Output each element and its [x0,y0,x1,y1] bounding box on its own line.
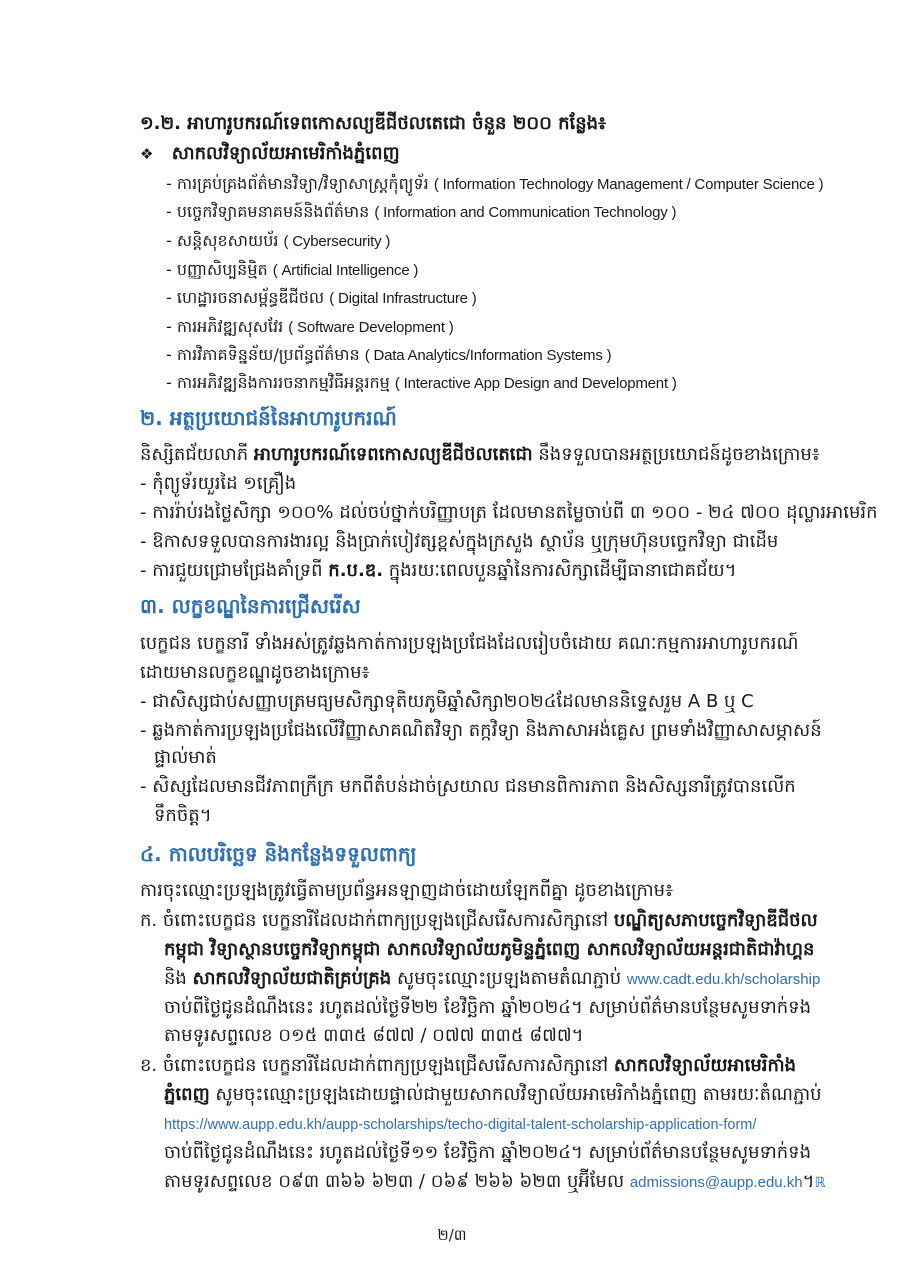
end-mark-icon: ℝ [814,1175,826,1191]
registration-item-b-link-line [164,1112,756,1137]
item-text: សូមចុះឈ្មោះប្រឡងតាមតំណភ្ជាប់ [391,968,627,989]
benefit-item: - ឱកាសទទួលបានការងារល្អ និងប្រាក់បៀវត្សខ្ពស់ក្នុងក្រសួង ស្ថាប័ន ឬក្រុមហ៊ុនបច្ចេកវិទ្យា ជាដើម [140,531,779,552]
university-name: សាកលវិទ្យាល័យអាមេរិកាំងភ្នំពេញ [171,143,400,164]
organization-abbrev: ក.ប.ឌ. [328,560,384,581]
registration-item-b [140,1054,796,1078]
criteria-item: - សិស្សដែលមានជីវភាពក្រីក្រ មកពីតំបន់ដាច់ស្រយាល ជនមានពិការភាព និងសិស្សនារីត្រូវបានលើក [140,776,796,797]
program-item [166,286,477,311]
criteria-item-cont: ទឹកចិត្ត។ [154,805,212,826]
benefit-item [140,559,737,583]
item-text: និង [164,968,193,989]
end-mark: ។ [802,1171,815,1192]
program-name-km: - ការវិភាគទិន្នន័យ/ប្រព័ន្ធព័ត៌មាន [166,345,360,364]
registration-item-a [140,909,818,933]
program-item [166,258,418,283]
program-name-en: ( Artificial Intelligence ) [272,262,419,279]
institution-name: បណ្ឌិត្យសភាបច្ចេកវិទ្យាឌីជីថល [613,910,818,931]
program-name-en: ( Information and Communication Technology ) [374,204,677,221]
contact-line [164,1170,826,1195]
program-name-en: ( Information Technology Management / Computer Science ) [433,176,824,193]
criteria-intro: បេក្ខជន បេក្ខនារី ទាំងអស់ត្រូវឆ្លងកាត់ការប្រឡងប្រជែងដែលរៀបចំដោយ គណៈកម្មការអាហារូបករណ៍ [140,633,799,654]
program-name-en: ( Interactive App Design and Development ) [394,375,677,392]
program-item [166,371,677,396]
benefits-intro [140,443,820,467]
program-name-km: - បច្ចេកវិទ្យាគមនាគមន៍និងព័ត៌មាន [166,202,370,221]
item-text: ខ. ចំពោះបេក្ខជន បេក្ខនារីដែលដាក់ពាក្យប្រឡងជ្រើសរើសការសិក្សានៅ [140,1055,614,1076]
section-4-heading: ៤. កាលបរិច្ឆេទ និងកន្លែងទទួលពាក្យ [140,842,417,866]
scholarship-name: អាហារូបករណ៍ទេពកោសល្យឌីជីថលតេជោ [253,444,533,465]
criteria-item: - ជាសិស្សជាប់សញ្ញាបត្រមធ្យមសិក្សាទុតិយភូមិឆ្នាំសិក្សា២០២៤ដែលមាននិទ្ទេសរួម A B ឬ C [140,691,754,712]
registration-item-b-line2 [164,1083,822,1107]
program-item [166,343,611,368]
program-name-km: - ការគ្រប់គ្រងព័ត៌មានវិទ្យា/វិទ្យាសាស្ត្រកុំព្យូទ័រ [166,174,429,193]
program-name-km: - បញ្ញាសិប្បនិម្មិត [166,260,268,279]
diamond-bullet-icon: ❖ [140,145,154,163]
item-text: ក. ចំពោះបេក្ខជន បេក្ខនារីដែលដាក់ពាក្យប្រឡងជ្រើសរើសការសិក្សានៅ [140,910,614,931]
program-item [166,229,390,254]
program-name-en: ( Digital Infrastructure ) [329,290,477,307]
institution-name: សាកលវិទ្យាល័យអាមេរិកាំង [613,1055,797,1076]
benefit-text: - ការជួយជ្រោមជ្រែងគាំទ្រពី [140,560,329,581]
registration-period: ចាប់ពីថ្ងៃជូនដំណឹងនេះ រហូតដល់ថ្ងៃទី២២ ខែវិច្ឆិកា ឆ្នាំ២០២៤។ សម្រាប់ព័ត៌មានបន្ថែមសូមទាក់ទង [164,997,811,1018]
program-item [166,315,454,340]
program-name-km: - ការអភិវឌ្ឍនិងការរចនាកម្មវិធីអន្តរកម្ម [166,373,390,392]
section-1-2-title: ១.២. អាហារូបករណ៍ទេពកោសល្យឌីជីថលតេជោ ចំនួន ២០០ កន្លែង៖ [140,113,606,134]
institution-list: កម្ពុជា វិទ្យាស្ថានបច្ចេកវិទ្យាកម្ពុជា សាកលវិទ្យាល័យភូមិន្ទភ្នំពេញ សាកលវិទ្យាល័យអន្តរជាតិជាវ៉ាហ្គន [164,939,815,960]
registration-item-a-link-line [164,967,820,992]
program-name-en: ( Data Analytics/Information Systems ) [364,347,612,364]
intro-text: នឹងទទួលបានអត្ថប្រយោជន៍ដូចខាងក្រោម៖ [532,444,820,465]
institution-name: ភ្នំពេញ [164,1084,210,1105]
benefit-text: ក្នុងរយៈពេលបួនឆ្នាំនៃការសិក្សាដើម្បីធានាជោគជ័យ។ [383,560,737,581]
program-name-en: ( Cybersecurity ) [283,233,391,250]
section-2-heading: ២. អត្ថប្រយោជន៍នៃអាហារូបករណ៍ [140,406,397,430]
item-text: សូមចុះឈ្មោះប្រឡងដោយផ្ទាល់ជាមួយសាកលវិទ្យាល័យអាមេរិកាំងភ្នំពេញ តាមរយៈតំណភ្ជាប់ [209,1084,822,1105]
program-name-km: - ការអភិវឌ្ឍសុសវែរ [166,317,284,336]
contact-phone: តាមទូរសព្ទលេខ ០១៥ ៣៣៥ ៨៧៧ / ០៧៧ ៣៣៥ ៨៧៧។ [164,1025,584,1046]
benefit-item: - ការរ៉ាប់រងថ្លៃសិក្សា ១០០% ដល់ចប់ថ្នាក់បរិញ្ញាបត្រ ដែលមានតម្លៃចាប់ពី ៣ ១០០ - ២៤ ៧០០ ដុល្លារអាមេរិក [140,502,878,523]
intro-text: និស្សិតជ័យលាភី [140,444,254,465]
program-name-km: - ហេដ្ឋារចនាសម្ព័ន្ធឌីជីថល [166,288,325,307]
admissions-email-link[interactable]: admissions@aupp.edu.kh [629,1174,803,1191]
program-item [166,172,823,197]
registration-intro: ការចុះឈ្មោះប្រឡងត្រូវធ្វើតាមប្រព័ន្ធអនឡាញដាច់ដោយឡែកពីគ្នា ដូចខាងក្រោម៖ [140,880,673,901]
program-name-en: ( Software Development ) [288,319,454,336]
criteria-intro: ដោយមានលក្ខខណ្ឌដូចខាងក្រោម៖ [140,662,370,683]
university-bullet-row [140,142,400,166]
registration-period: ចាប់ពីថ្ងៃជូនដំណឹងនេះ រហូតដល់ថ្ងៃទី១១ ខែវិច្ឆិកា ឆ្នាំ២០២៤។ សម្រាប់ព័ត៌មានបន្ថែមសូមទាក់ទង [164,1142,811,1163]
contact-phone: តាមទូរសព្ទលេខ ០៩៣ ៣៦៦ ៦២៣ / ០៦៩ ២៦៦ ៦២៣ ឬអ៊ីមែល [164,1171,630,1192]
program-name-km: - សន្តិសុខសាយប័រ [166,231,279,250]
benefit-item: - កុំព្យូទ័រយួរដៃ ១គ្រឿង [140,473,297,494]
section-3-heading: ៣. លក្ខខណ្ឌនៃការជ្រើសរើស [140,594,361,618]
cadt-scholarship-link[interactable]: www.cadt.edu.kh/scholarship [626,971,821,988]
criteria-item-cont: ផ្ទាល់មាត់ [154,747,217,768]
program-item [166,200,676,225]
criteria-item: - ឆ្លងកាត់ការប្រឡងប្រជែងលើវិញ្ញាសាគណិតវិទ្យា តក្កវិទ្យា និងភាសាអង់គ្លេស ព្រមទាំងវិញ្ញាសាសម្ភាសន៍ [140,720,822,741]
page-number: ២/៣ [437,1226,467,1244]
aupp-application-link[interactable]: https://www.aupp.edu.kh/aupp-scholarships/techo-digital-talent-scholarship-application-form/ [164,1117,757,1133]
institution-name: សាកលវិទ្យាល័យជាតិគ្រប់គ្រង [192,968,392,989]
